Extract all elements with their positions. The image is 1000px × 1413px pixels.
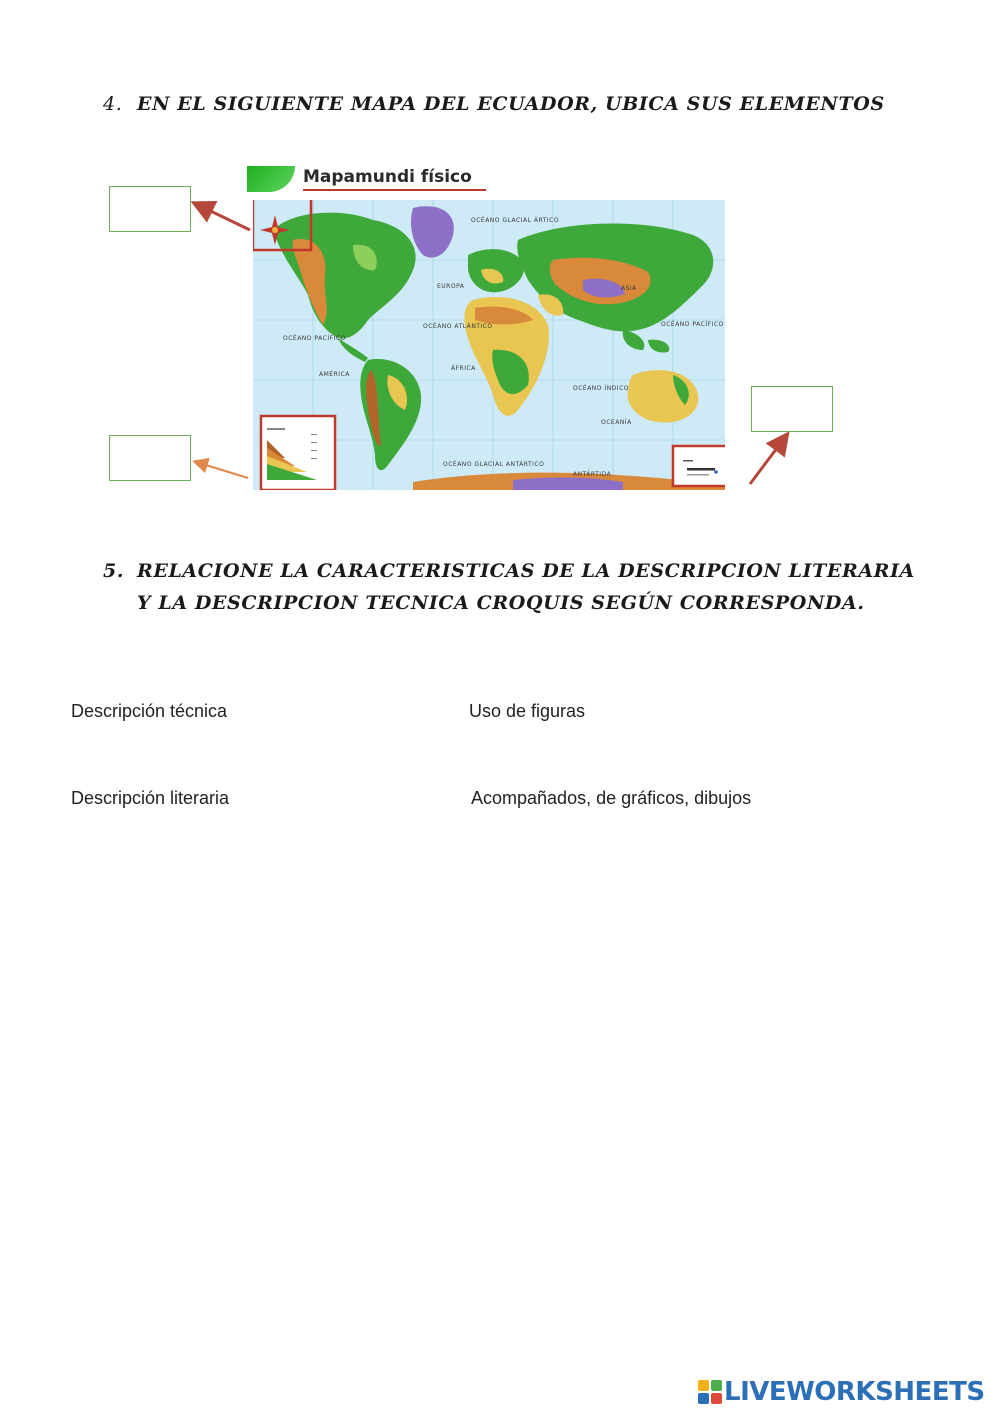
relate-left-item[interactable]: Descripción literaria [71,788,230,808]
map-title-underline [303,189,486,191]
map-title-bar [247,164,497,194]
arrow-compass [196,204,250,230]
scale-highlight [673,446,725,486]
label-europa: EUROPA [437,283,465,290]
question-5-title-line-2: Y LA DESCRIPCION TECNICA CROQUIS SEGÚN CORRESPONDA. [137,592,865,614]
relate-right-item[interactable]: Acompañados, de gráficos, dibujos [471,788,752,808]
arrow-scale [750,436,786,484]
label-atlantico: OCÉANO ATLÁNTICO [423,323,493,330]
label-pacifico-w: OCÉANO PACÍFICO [283,335,346,342]
label-antartida: ANTÁRTIDA [573,471,612,478]
label-artico: OCÉANO GLACIAL ÁRTICO [471,217,560,224]
label-pacifico-e: OCÉANO PACÍFICO [661,321,724,328]
liveworksheets-wordmark: LIVEWORKSHEETS [724,1377,985,1407]
relate-right-item[interactable]: Uso de figuras [469,701,586,721]
map-image [253,200,725,490]
map-title-accent [247,166,295,192]
question-5-title-line-1: RELACIONE LA CARACTERISTICAS DE LA DESCRIPCION LITERARIA [137,560,915,582]
world-map [247,164,727,490]
liveworksheets-logo-icon [698,1380,722,1404]
label-indico: OCÉANO ÍNDICO [573,385,629,392]
label-oceania: OCEANÍA [601,419,632,426]
label-america: AMÉRICA [319,371,350,378]
question-4-title: EN EL SIGUIENTE MAPA DEL ECUADOR, UBICA SUS ELEMENTOS [137,93,885,115]
label-asia: ASIA [621,285,637,292]
label-antartico: OCÉANO GLACIAL ANTÁRTICO [443,461,545,468]
question-4-number: 4. [103,93,123,115]
arrow-legend [196,462,248,478]
relate-left-item[interactable]: Descripción técnica [71,701,228,721]
label-africa: ÁFRICA [451,365,476,372]
map-title: Mapamundi físico [303,167,472,187]
question-5-number: 5. [103,560,125,582]
